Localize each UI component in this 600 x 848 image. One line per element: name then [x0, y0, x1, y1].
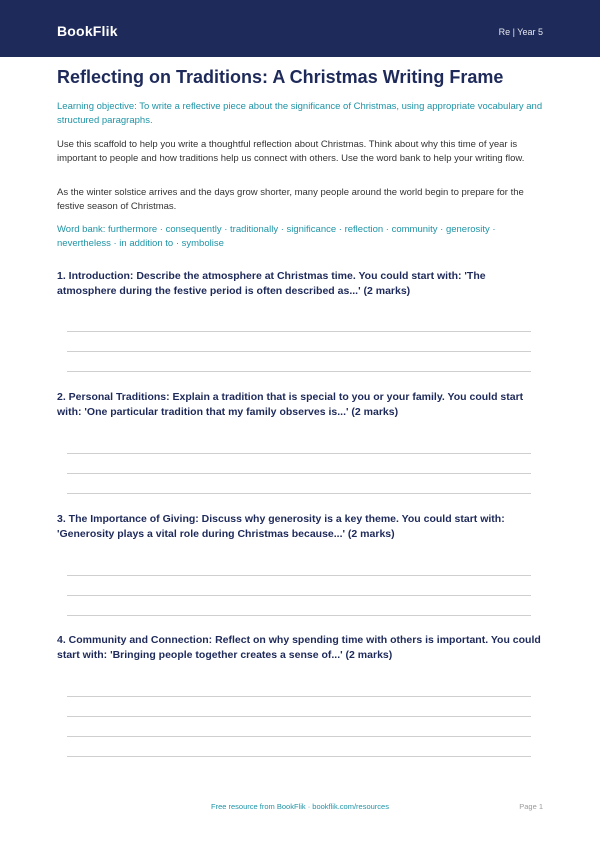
- answer-line[interactable]: [67, 493, 531, 494]
- page-number: Page 1: [519, 802, 543, 811]
- answer-line[interactable]: [67, 615, 531, 616]
- answer-line[interactable]: [67, 756, 531, 757]
- answer-line[interactable]: [67, 736, 531, 737]
- word-bank: Word bank: furthermore · consequently · traditionally · significance · reflection · community · generosity · nevertheless · in addition to · symbolise: [57, 224, 496, 249]
- question-1: 1. Introduction: Describe the atmosphere at Christmas time. You could start with: 'The atmosphere during the festive period is often described as...' (2 marks): [57, 270, 486, 297]
- brand-logo[interactable]: BookFlik: [57, 23, 118, 39]
- context-paragraph: As the winter solstice arrives and the days grow shorter, many people around the world begin to prepare for the festive season of Christmas.: [57, 187, 524, 212]
- question-4: 4. Community and Connection: Reflect on why spending time with others is important. You could start with: 'Bringing people together creates a sense of...' (2 marks): [57, 634, 541, 661]
- answer-line[interactable]: [67, 371, 531, 372]
- question-2: 2. Personal Traditions: Explain a tradition that is special to you or your family. You could start with: 'One particular tradition that my family observes is...' (2 marks): [57, 391, 524, 418]
- page-title: Reflecting on Traditions: A Christmas Writing Frame: [57, 67, 504, 87]
- answer-line[interactable]: [67, 473, 531, 474]
- intro-paragraph: Use this scaffold to help you write a thoughtful reflection about Christmas. Think about why this time of year is important to people and how traditions help us connect with others. Use the word bank to help your writing flow.: [57, 139, 525, 164]
- answer-line[interactable]: [67, 595, 531, 596]
- footer-credit[interactable]: Free resource from BookFlik · bookflik.com/resources: [211, 802, 389, 811]
- answer-line[interactable]: [67, 696, 531, 697]
- learning-objective: Learning objective: To write a reflective piece about the significance of Christmas, using appropriate vocabulary and structured paragraphs.: [57, 101, 543, 126]
- answer-line[interactable]: [67, 575, 531, 576]
- answer-line[interactable]: [67, 331, 531, 332]
- header-bar: [0, 0, 600, 57]
- question-3: 3. The Importance of Giving: Discuss why generosity is a key theme. You could start with: 'Generosity plays a vital role during Christmas because...' (2 marks): [57, 513, 505, 540]
- answer-line[interactable]: [67, 453, 531, 454]
- answer-line[interactable]: [67, 716, 531, 717]
- answer-line[interactable]: [67, 351, 531, 352]
- header-meta: Re | Year 5: [498, 27, 543, 37]
